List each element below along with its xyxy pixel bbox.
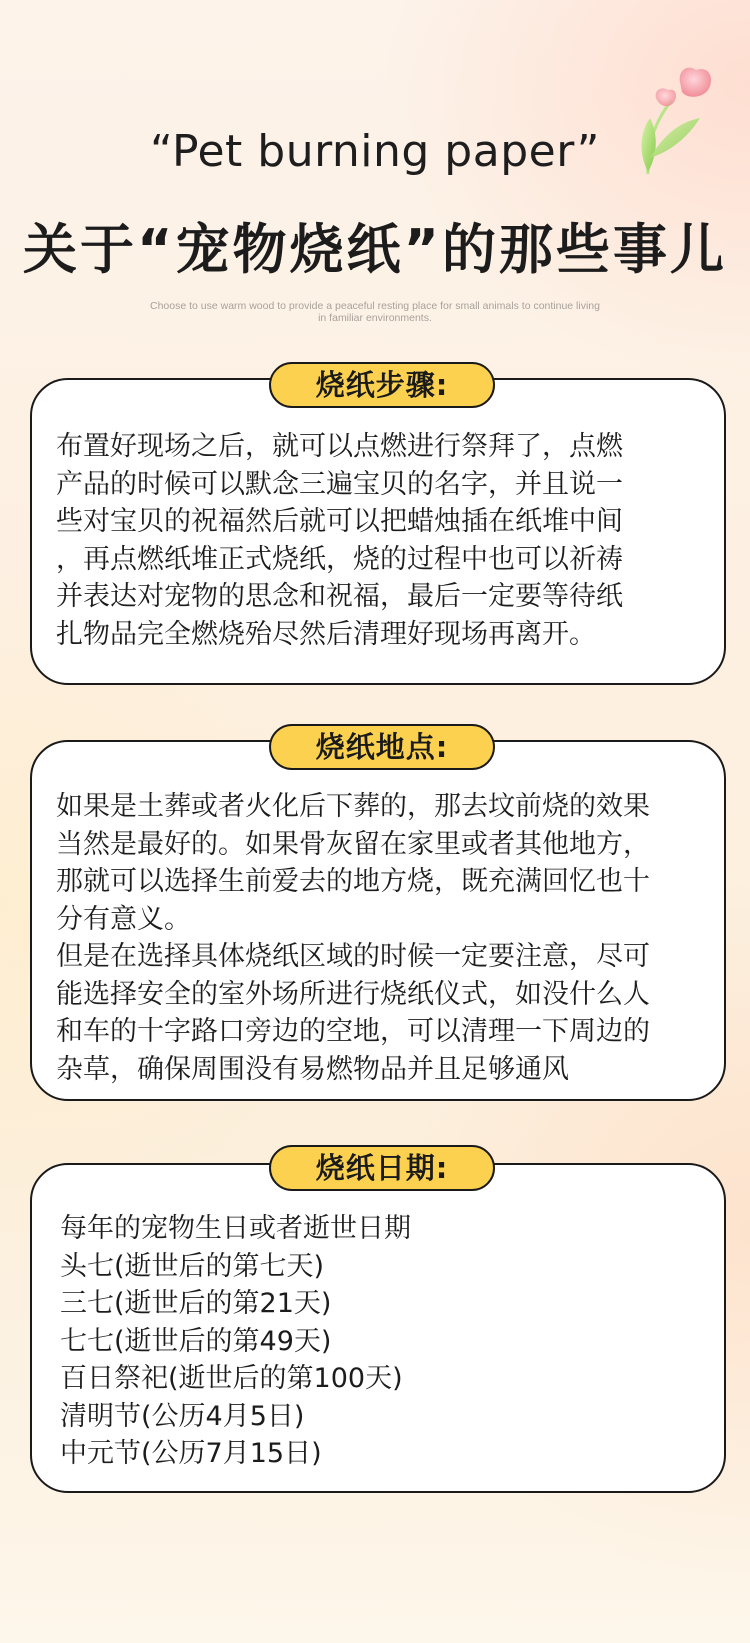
text-line: 产品的时候可以默念三遍宝贝的名字，并且说一 [56, 468, 623, 500]
page-title-zh: 关于“宠物烧纸”的那些事儿 [23, 218, 727, 281]
text-line: 能选择安全的室外场所进行烧纸仪式，如没什么人 [56, 978, 650, 1010]
steps-heading: 烧纸步骤: [269, 362, 495, 408]
location-body [56, 788, 694, 1088]
text-line: 当然是最好的。如果骨灰留在家里或者其他地方， [56, 828, 650, 860]
text-line: 杂草，确保周围没有易燃物品并且足够通风 [56, 1053, 569, 1085]
list-item: 每年的宠物生日或者逝世日期 [60, 1213, 411, 1244]
text-line: 分有意义。 [56, 903, 191, 935]
dates-heading: 烧纸日期: [269, 1145, 495, 1191]
dates-list [60, 1210, 694, 1473]
text-line: 那就可以选择生前爱去的地方烧，既充满回忆也十 [56, 866, 650, 897]
text-line: 但是在选择具体烧纸区域的时候一定要注意，尽可 [56, 941, 650, 972]
list-item: 头七(逝世后的第七天) [60, 1250, 325, 1282]
page-title-en: “Pet burning paper” [150, 126, 600, 177]
subtitle: Choose to use warm wood to provide a peaceful resting place for small animals to continue living in familiar environments. [150, 300, 600, 324]
list-item: 清明节(公历4月5日) [60, 1400, 305, 1432]
text-line: 如果是土葬或者火化后下葬的，那去坟前烧的效果 [56, 791, 650, 822]
text-line: ，再点燃纸堆正式烧纸，烧的过程中也可以祈祷 [56, 543, 623, 575]
text-line: 和车的十字路口旁边的空地，可以清理一下周边的 [56, 1016, 650, 1047]
text-line: 并表达对宠物的思念和祝福，最后一定要等待纸 [56, 581, 623, 612]
text-line: 些对宝贝的祝福然后就可以把蜡烛插在纸堆中间 [56, 506, 623, 537]
list-item: 三七(逝世后的第21天) [60, 1288, 332, 1319]
text-line: 扎物品完全燃烧殆尽然后清理好现场再离开。 [56, 618, 596, 650]
text-line: 布置好现场之后，就可以点燃进行祭拜了，点燃 [56, 431, 623, 462]
list-item: 中元节(公历7月15日) [60, 1438, 322, 1469]
list-item: 七七(逝世后的第49天) [60, 1325, 332, 1357]
steps-body [56, 428, 694, 653]
location-heading: 烧纸地点: [269, 724, 495, 770]
list-item: 百日祭祀(逝世后的第100天) [60, 1363, 403, 1394]
